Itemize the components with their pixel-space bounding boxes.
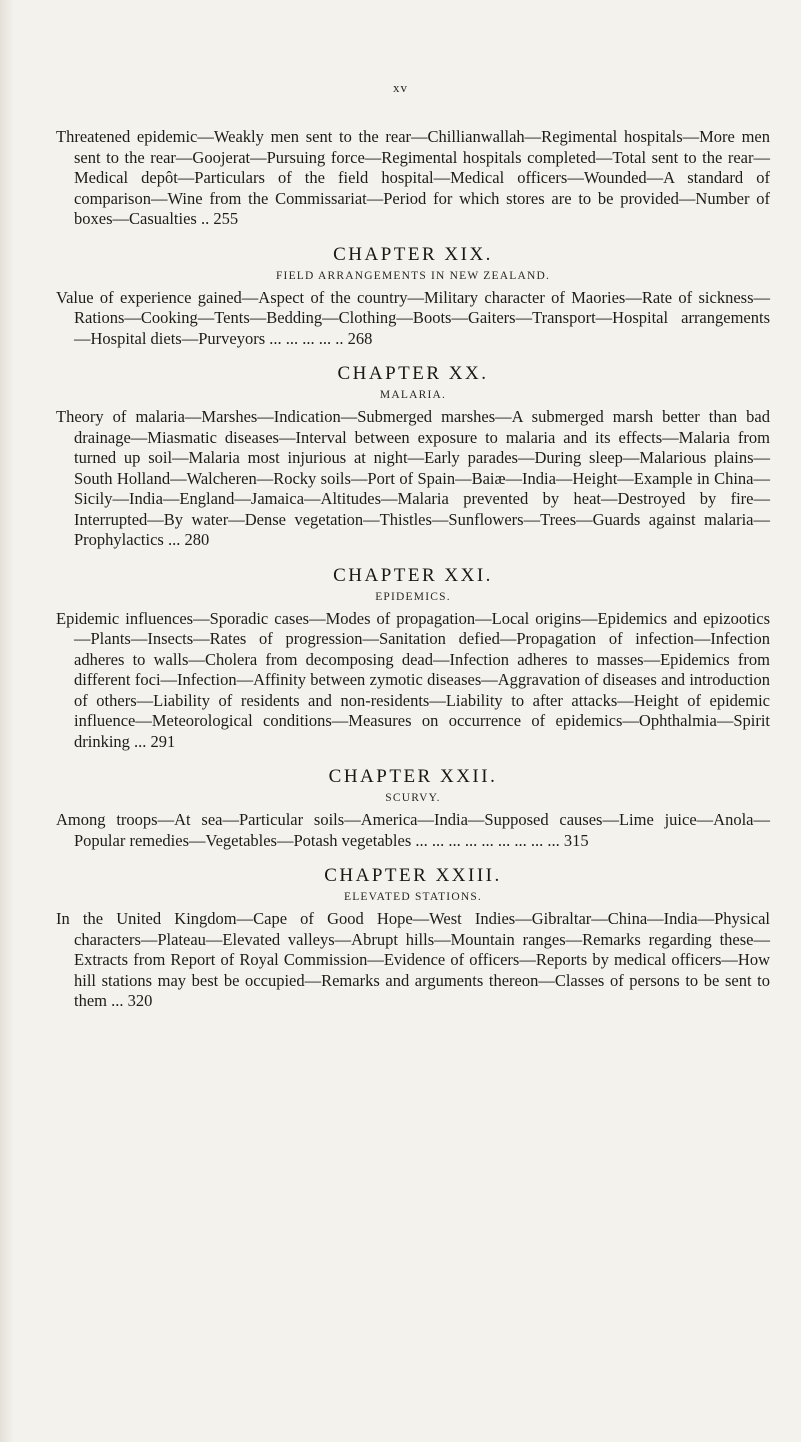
table-of-contents xyxy=(56,127,770,1012)
toc-entry-text: Epidemic influences—Sporadic cases—Modes of propagation—Local origins—Epidemics and epizootics—Plants—Insects—Rates of progression—Sanitation defied—Propagation of infection—Infection adheres to walls—Cholera from decomposing dead—Infection adheres to masses—Epidemics from different foci—Infection—Affinity between zymotic diseases—Aggravation of diseases and introduction of others—Liability of residents and non-residents—Liability to after attacks—Height of epidemic influence—Meteorological conditions—Measures on occurrence of epidemics—Ophthalmia—Spirit drinking xyxy=(56,608,770,751)
chapter-title: CHAPTER XXIII. xyxy=(324,865,502,886)
toc-page-ref: 315 xyxy=(563,830,589,850)
chapter-section xyxy=(56,565,770,753)
page-number: xv xyxy=(393,80,408,95)
chapter-title: CHAPTER XXI. xyxy=(333,564,493,586)
toc-leader: ... ... ... ... .. xyxy=(265,328,348,348)
toc-entry xyxy=(56,609,770,753)
toc-entry-text: In the United Kingdom—Cape of Good Hope—West Indies—Gibraltar—China—India—Physical characters—Plateau—Elevated valleys—Abrupt hills—Mountain ranges—Remarks regarding these—Extracts from Report of Royal Commission—Evidence of officers—Reports by medical officers—How hill stations may best be occupied—Remarks and arguments thereon—Classes of persons to be sent to them xyxy=(56,909,770,1010)
toc-entry xyxy=(56,909,770,1012)
toc-page-ref: 320 xyxy=(127,991,153,1010)
chapter-subtitle: FIELD ARRANGEMENTS IN NEW ZEALAND. xyxy=(275,269,551,282)
toc-page-ref: 255 xyxy=(213,209,239,228)
toc-page-ref: 291 xyxy=(150,731,176,751)
toc-entry-text: Threatened epidemic—Weakly men sent to the rear—Chillianwallah—Regimental hospitals—More men sent to the rear—Goojerat—Pursuing force—Regimental hospitals completed—Total sent to the rear—Medical depôt—Particulars of the field hospital—Medical officers—Wounded—A standard of comparison—Wine from the Commissariat—Period for which stores are to be provided—Number of boxes—Casualties xyxy=(56,127,770,228)
chapter-subtitle: SCURVY. xyxy=(385,792,441,804)
toc-page-ref: 268 xyxy=(347,328,373,348)
chapter-section xyxy=(56,766,770,851)
chapter-title: CHAPTER XX. xyxy=(337,363,489,384)
toc-leader: ... xyxy=(107,991,128,1010)
page-gutter-shadow xyxy=(0,0,14,1442)
toc-entry xyxy=(56,288,770,350)
toc-leader: ... ... ... ... ... ... ... ... ... xyxy=(411,830,564,850)
toc-entry-continued xyxy=(56,127,770,230)
toc-leader: ... xyxy=(163,530,185,549)
chapter-title: CHAPTER XXII. xyxy=(328,766,498,787)
chapter-subtitle: ELEVATED STATIONS. xyxy=(343,891,483,903)
toc-leader: ... xyxy=(129,731,151,751)
chapter-section xyxy=(56,363,770,551)
chapter-section xyxy=(56,865,770,1012)
toc-entry-text: Among troops—At sea—Particular soils—America—India—Supposed causes—Lime juice—Anola—Popular remedies—Vegetables—Potash vegetables xyxy=(56,810,770,850)
chapter-section xyxy=(56,244,770,350)
toc-page-ref: 280 xyxy=(184,530,210,549)
toc-entry xyxy=(56,407,770,551)
chapter-subtitle: MALARIA. xyxy=(379,389,447,401)
toc-entry xyxy=(56,810,770,851)
chapter-subtitle: EPIDEMICS. xyxy=(375,590,451,603)
chapter-title: CHAPTER XIX. xyxy=(333,243,493,265)
toc-entry-text: Value of experience gained—Aspect of the country—Military character of Maories—Rate of sickness—Rations—Cooking—Tents—Bedding—Clothing—Boots—Gaiters—Transport—Hospital arrangements—Hospital diets—Purveyors xyxy=(56,287,770,348)
toc-entry-text: Theory of malaria—Marshes—Indication—Submerged marshes—A submerged marsh better than bad drainage—Miasmatic diseases—Interval between exposure to malaria and its effects—Malaria from turned up soil—Malaria most injurious at night—Early parades—During sleep—Malarious plains—South Holland—Walcheren—Rocky soils—Port of Spain—Baiæ—India—Height—Example in China—Sicily—India—England—Jamaica—Altitudes—Malaria prevented by heat—Destroyed by fire—Interrupted—By water—Dense vegetation—Thistles—Sunflowers—Trees—Guards against malaria—Prophylactics xyxy=(56,407,770,549)
toc-leader: .. xyxy=(196,209,214,228)
